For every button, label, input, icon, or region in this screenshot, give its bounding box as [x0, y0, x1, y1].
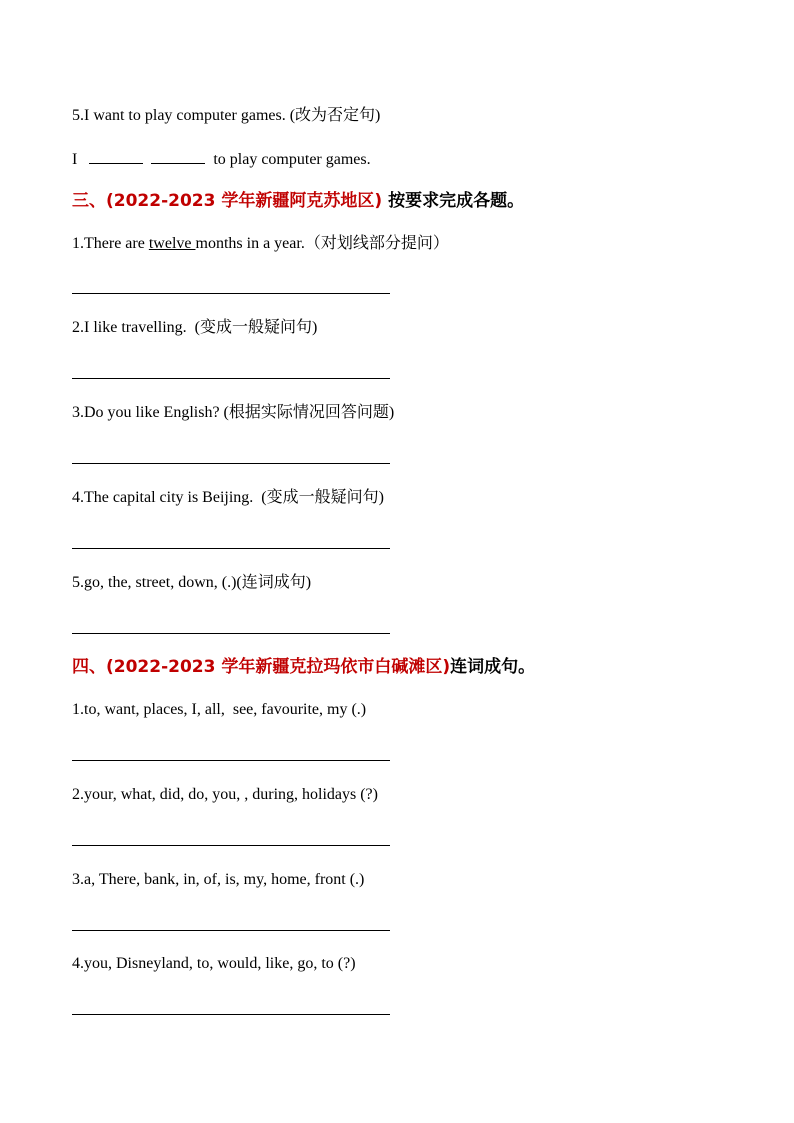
- question-3-5: 5.go, the, street, down, (.)(连词成句): [72, 574, 312, 591]
- question-3-1-underlined: twelve: [148, 235, 196, 252]
- answer-line-4-2[interactable]: [72, 845, 390, 846]
- question-3-1-post: months in a year.（对划线部分提问）: [195, 235, 449, 252]
- section-3-instruction: 按要求完成各题。: [382, 191, 525, 211]
- section-3-heading: [72, 190, 524, 212]
- section-3-source: 三、(2022-2023 学年新疆阿克苏地区): [72, 191, 383, 211]
- answer-start: I: [72, 151, 78, 168]
- question-3-1-pre: 1.There are: [72, 235, 149, 252]
- question-4-2: 2.your, what, did, do, you, , during, holidays (?): [72, 786, 378, 803]
- question-4-1: 1.to, want, places, I, all, see, favourite, my (.): [72, 701, 367, 718]
- question-3-2: 2.I like travelling. (变成一般疑问句): [72, 319, 318, 336]
- answer-line-3-2[interactable]: [72, 378, 390, 379]
- answer-line-4-1[interactable]: [72, 760, 390, 761]
- question-3-3: 3.Do you like English? (根据实际情况回答问题): [72, 404, 395, 421]
- answer-line-3-3[interactable]: [72, 463, 390, 464]
- question-2-5: 5.I want to play computer games. (改为否定句): [72, 107, 381, 124]
- question-4-3: 3.a, There, bank, in, of, is, my, home, front (.): [72, 871, 365, 888]
- section-4-instruction: 连词成句。: [450, 657, 536, 677]
- answer-line-3-1[interactable]: [72, 293, 390, 294]
- answer-line-3-4[interactable]: [72, 548, 390, 549]
- blank-1[interactable]: [89, 149, 143, 164]
- question-2-5-answer: [72, 149, 371, 170]
- blank-2[interactable]: [151, 149, 205, 164]
- answer-line-4-4[interactable]: [72, 1014, 390, 1015]
- answer-end: to play computer games.: [213, 151, 371, 168]
- section-4-source: 四、(2022-2023 学年新疆克拉玛依市白碱滩区): [72, 657, 451, 677]
- section-4-heading: [72, 656, 535, 678]
- question-4-4: 4.you, Disneyland, to, would, like, go, to (?): [72, 955, 356, 972]
- question-3-1: [72, 234, 449, 254]
- question-3-4: 4.The capital city is Beijing. (变成一般疑问句): [72, 489, 384, 506]
- answer-line-4-3[interactable]: [72, 930, 390, 931]
- answer-line-3-5[interactable]: [72, 633, 390, 634]
